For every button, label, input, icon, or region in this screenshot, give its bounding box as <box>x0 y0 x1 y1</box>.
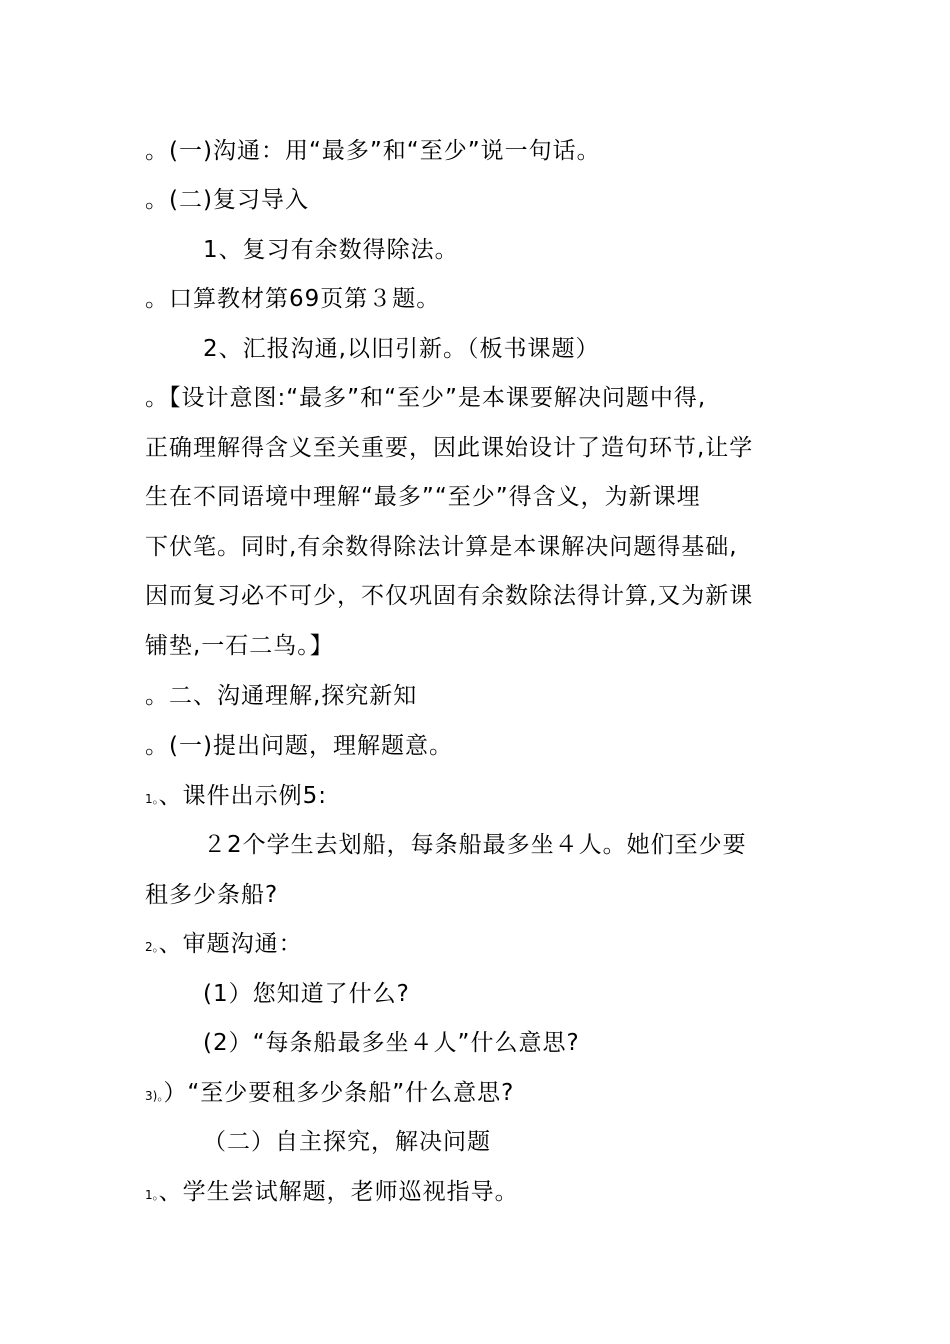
text-line: 下伏笔。同时,有余数得除法计算是本课解决问题得基础, <box>145 534 738 560</box>
text-line: 。口算教材第69页第３题。 <box>145 286 441 312</box>
text-line: 。(一)沟通：用“最多”和“至少”说一句话。 <box>145 138 601 164</box>
text-line: （二）自主探究，解决问题 <box>203 1129 491 1155</box>
list-marker: 3)。 <box>145 1089 164 1103</box>
text-line: 3)。）“至少要租多少条船”什么意思? <box>145 1080 515 1106</box>
text-line: ２2个学生去划船，每条船最多坐４人。她们至少要 <box>203 832 747 858</box>
text-line: 租多少条船? <box>145 882 279 908</box>
text-line: 正确理解得含义至关重要，因此课始设计了造句环节,让学 <box>145 435 754 461</box>
text-line: 2。、审题沟通： <box>145 931 303 957</box>
text-line: 铺垫,一石二鸟。】 <box>145 633 334 659</box>
list-marker: 1。 <box>145 1188 159 1202</box>
text-line: 。(一)提出问题，理解题意。 <box>145 733 453 759</box>
text-line: (2）“每条船最多坐４人”什么意思? <box>203 1030 580 1056</box>
text-line: 1。、学生尝试解题，老师巡视指导。 <box>145 1179 519 1205</box>
text-line: 生在不同语境中理解“最多”“至少”得含义，为新课埋 <box>145 484 701 510</box>
text-line: 。二、沟通理解,探究新知 <box>145 683 418 709</box>
text-line: (1）您知道了什么? <box>203 981 410 1007</box>
text-line: 。【设计意图:“最多”和“至少”是本课要解决问题中得, <box>145 385 707 411</box>
text-line: 因而复习必不可少，不仅巩固有余数除法得计算,又为新课 <box>145 583 754 609</box>
text-line: 2、汇报沟通,以旧引新。（板书课题） <box>203 336 600 362</box>
list-marker: 1。 <box>145 792 159 806</box>
list-marker: 2。 <box>145 940 159 954</box>
text-line: 1、复习有余数得除法。 <box>203 237 459 263</box>
text-line: 1。、课件出示例5: <box>145 783 328 809</box>
text-line: 。(二)复习导入 <box>145 187 309 213</box>
